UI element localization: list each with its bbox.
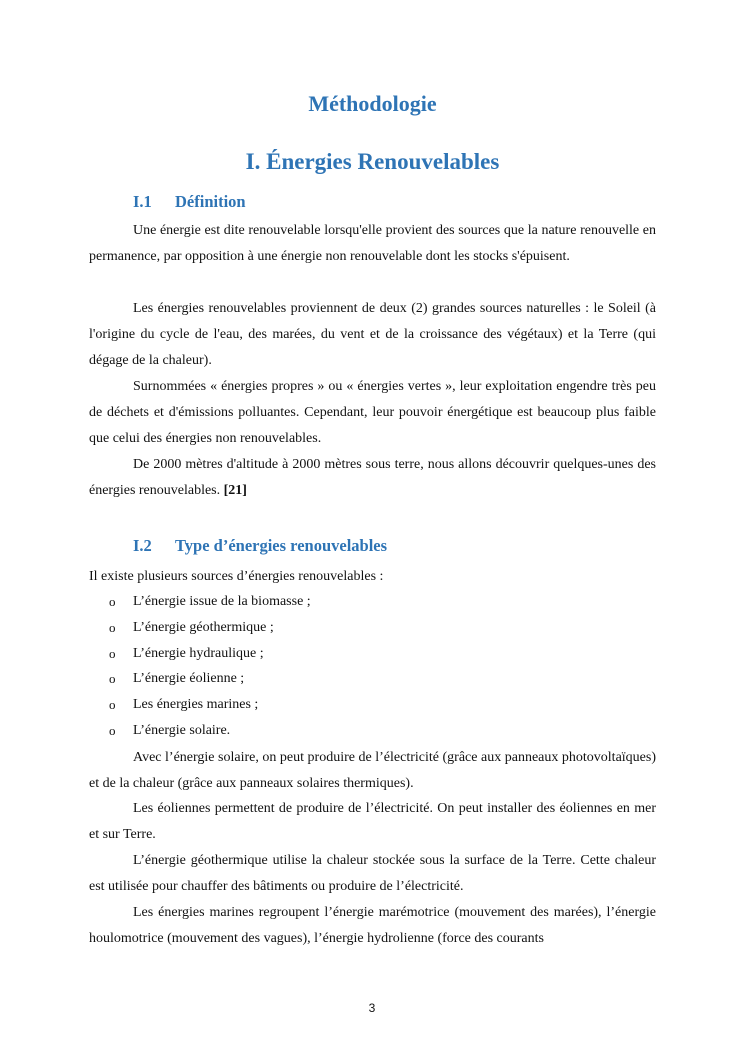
list-item: o L’énergie solaire. <box>89 718 656 744</box>
paragraph-with-reference <box>89 452 656 504</box>
section-number: I.2 <box>133 536 152 555</box>
section-title: Définition <box>175 192 246 211</box>
section-title: Type d’énergies renouvelables <box>175 536 388 555</box>
paragraph: Les éoliennes permettent de produire de l’électricité. On peut installer des éoliennes en mer et sur Terre. <box>89 801 656 842</box>
list-item: o L’énergie hydraulique ; <box>89 641 656 667</box>
energy-types-list <box>89 589 656 744</box>
chapter-title: I. Énergies Renouvelables <box>245 149 500 174</box>
circle-bullet-icon: o <box>109 594 116 609</box>
list-item: o L’énergie issue de la biomasse ; <box>89 589 656 615</box>
paragraph: Surnommées « énergies propres » ou « énergies vertes », leur exploitation engendre très peu de déchets et d'émissions polluantes. Cependant, leur pouvoir énergétique est beaucoup plus faible que celui des énergies non renouvelables. <box>89 379 656 446</box>
section-heading-types <box>133 535 387 557</box>
circle-bullet-icon: o <box>109 697 116 713</box>
page-number: 3 <box>368 1001 376 1015</box>
citation-reference: [21] <box>223 483 247 498</box>
list-intro: Il existe plusieurs sources d’énergies renouvelables : <box>89 569 384 584</box>
circle-bullet-icon: o <box>109 619 116 635</box>
paragraph: L’énergie géothermique utilise la chaleur stockée sous la surface de la Terre. Cette chaleur est utilisée pour chauffer des bâtiments ou produire de l’électricité. <box>89 853 656 894</box>
section-heading-definition <box>133 191 246 213</box>
paragraph: Une énergie est dite renouvelable lorsqu'elle provient des sources que la nature renouvelle en permanence, par opposition à une énergie non renouvelable dont les stocks s'épuisent. <box>89 223 656 264</box>
list-item: o L’énergie éolienne ; <box>89 666 656 692</box>
paragraph: Avec l’énergie solaire, on peut produire de l’électricité (grâce aux panneaux photovoltaïques) et de la chaleur (grâce aux panneaux solaires thermiques). <box>89 750 656 791</box>
page-title: Méthodologie <box>308 91 437 116</box>
paragraph: Les énergies renouvelables proviennent de deux (2) grandes sources naturelles : le Soleil (à l'origine du cycle de l'eau, des marées, du vent et de la croissance des végétaux) et la Terre (qui dégage de la chaleur). <box>89 301 656 368</box>
paragraph-text: De 2000 mètres d'altitude à 2000 mètres sous terre, nous allons découvrir quelques-unes des énergies renouvelables. <box>89 457 656 498</box>
list-item: o Les énergies marines ; <box>89 692 656 718</box>
list-item: o L’énergie géothermique ; <box>89 615 656 641</box>
section-number: I.1 <box>133 192 152 211</box>
circle-bullet-icon: o <box>109 671 116 687</box>
paragraph: Les énergies marines regroupent l’énergie marémotrice (mouvement des marées), l’énergie houlomotrice (mouvement des vagues), l’énergie hydrolienne (force des courants <box>89 905 656 946</box>
circle-bullet-icon: o <box>109 722 116 738</box>
circle-bullet-icon: o <box>109 645 116 661</box>
